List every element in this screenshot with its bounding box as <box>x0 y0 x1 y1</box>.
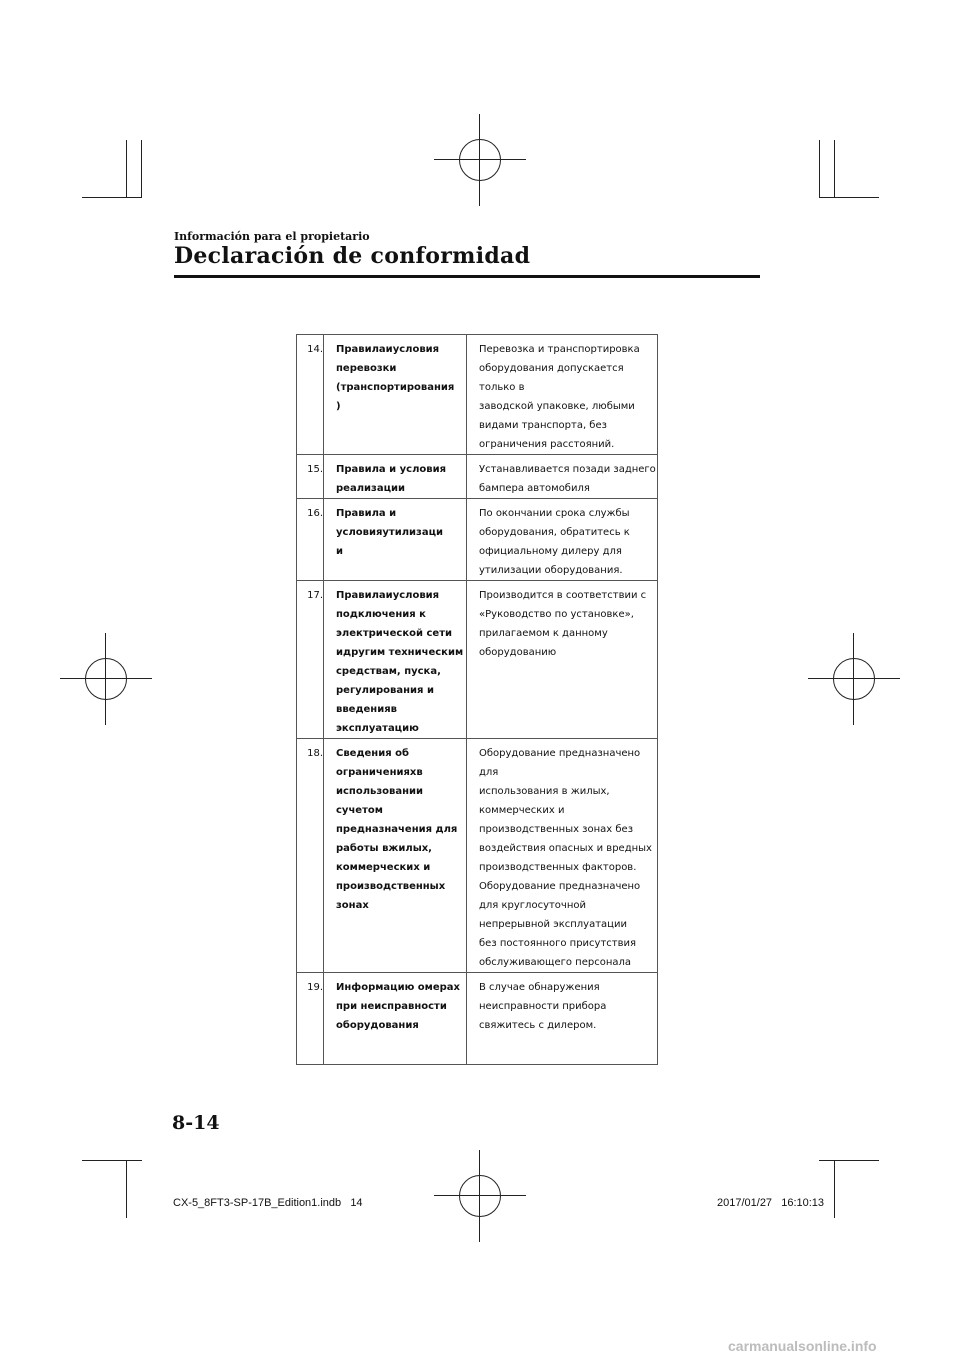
value-line: воздействия опасных и вредных <box>479 843 652 854</box>
parameter-line: Правила и условия <box>336 464 447 475</box>
section-label: Información para el propietario <box>174 230 370 243</box>
row-parameter <box>324 455 467 499</box>
parameter-line: работы вжилых, <box>336 843 432 854</box>
value-line: заводской упаковке, любыми <box>479 401 635 412</box>
row-number: 14. <box>297 335 324 455</box>
parameter-line: Правила и <box>336 508 397 519</box>
row-value <box>467 739 658 973</box>
parameter-line: средствам, пуска, <box>336 666 441 677</box>
row-number: 19. <box>297 973 324 1065</box>
footer-file-info: CX-5_8FT3-SP-17B_Edition1.indb 14 <box>173 1197 363 1209</box>
row-value <box>467 973 658 1065</box>
parameter-line: и <box>336 546 344 557</box>
row-value <box>467 581 658 739</box>
row-number: 18. <box>297 739 324 973</box>
row-number: 17. <box>297 581 324 739</box>
table-row <box>297 455 658 499</box>
value-line: «Руководство по установке», <box>479 609 634 620</box>
value-line: производственных факторов. <box>479 862 637 873</box>
parameter-line: регулирования и <box>336 685 434 696</box>
value-line: В случае обнаружения <box>479 982 600 993</box>
value-line: Оборудование предназначено для <box>479 748 641 778</box>
registration-mark-right <box>808 633 900 725</box>
parameter-line: предназначения для <box>336 824 458 835</box>
value-line: бампера автомобиля <box>479 483 590 494</box>
parameter-line: коммерческих и <box>336 862 431 873</box>
table-row <box>297 739 658 973</box>
value-line: официальному дилеру для <box>479 546 622 557</box>
value-line: оборудования, обратитесь к <box>479 527 630 538</box>
parameter-line: условияутилизаци <box>336 527 444 538</box>
row-number: 15. <box>297 455 324 499</box>
page-number: 8-14 <box>172 1112 220 1134</box>
value-line: обслуживающего персонала <box>479 957 632 968</box>
parameter-line: Информацию омерах <box>336 982 460 993</box>
parameter-line: зонах <box>336 900 369 911</box>
value-line: неисправности прибора <box>479 1001 607 1012</box>
parameter-line: ограниченияхв <box>336 767 423 778</box>
value-line: Устанавливается позади заднего <box>479 464 656 475</box>
parameter-line: идругим техническим <box>336 647 464 658</box>
value-line: утилизации оборудования. <box>479 565 623 576</box>
parameter-line: перевозки <box>336 363 397 374</box>
table-row <box>297 499 658 581</box>
title-rule <box>174 275 760 278</box>
row-parameter <box>324 581 467 739</box>
value-line: прилагаемом к данному <box>479 628 608 639</box>
row-parameter <box>324 335 467 455</box>
parameter-line: оборудования <box>336 1020 419 1031</box>
value-line: По окончании срока службы <box>479 508 630 519</box>
registration-mark-top <box>434 114 526 206</box>
parameter-line: Правилаиусловия <box>336 344 440 355</box>
table-row <box>297 335 658 455</box>
row-parameter <box>324 499 467 581</box>
parameter-line: эксплуатацию <box>336 723 419 734</box>
value-line: непрерывной эксплуатации <box>479 919 627 930</box>
value-line: видами транспорта, без <box>479 420 607 431</box>
value-line: для круглосуточной <box>479 900 586 911</box>
value-line: оборудования допускается только в <box>479 363 624 393</box>
row-value <box>467 455 658 499</box>
conformity-table <box>296 334 658 1065</box>
footer-timestamp: 2017/01/27 16:10:13 <box>717 1197 825 1209</box>
value-line: Производится в соответствии с <box>479 590 647 601</box>
value-line: Перевозка и транспортировка <box>479 344 640 355</box>
registration-mark-bottom <box>434 1150 526 1242</box>
value-line: коммерческих и <box>479 805 565 816</box>
parameter-line: подключения к <box>336 609 426 620</box>
conformity-table-body <box>297 335 658 1065</box>
parameter-line: производственных <box>336 881 446 892</box>
page-title: Declaración de conformidad <box>174 243 531 269</box>
value-line: производственных зонах без <box>479 824 634 835</box>
parameter-line: использовании сучетом <box>336 786 424 816</box>
row-number: 16. <box>297 499 324 581</box>
parameter-line: введенияв <box>336 704 397 715</box>
value-line: использования в жилых, <box>479 786 610 797</box>
row-parameter <box>324 739 467 973</box>
parameter-line: Правилаиусловия <box>336 590 440 601</box>
parameter-line: реализации <box>336 483 406 494</box>
row-value <box>467 499 658 581</box>
parameter-line: при неисправности <box>336 1001 447 1012</box>
registration-mark-left <box>60 633 152 725</box>
value-line: свяжитесь с дилером. <box>479 1020 597 1031</box>
row-parameter <box>324 973 467 1065</box>
parameter-line: электрической сети <box>336 628 453 639</box>
table-row <box>297 581 658 739</box>
value-line: оборудованию <box>479 647 557 658</box>
table-row <box>297 973 658 1065</box>
row-value <box>467 335 658 455</box>
value-line: ограничения расстояний. <box>479 439 615 450</box>
parameter-line: (транспортирования <box>336 382 455 393</box>
parameter-line: Сведения об <box>336 748 409 759</box>
parameter-line: ) <box>336 401 341 412</box>
watermark: carmanualsonline.info <box>728 1338 877 1354</box>
value-line: Оборудование предназначено <box>479 881 641 892</box>
value-line: без постоянного присутствия <box>479 938 637 949</box>
